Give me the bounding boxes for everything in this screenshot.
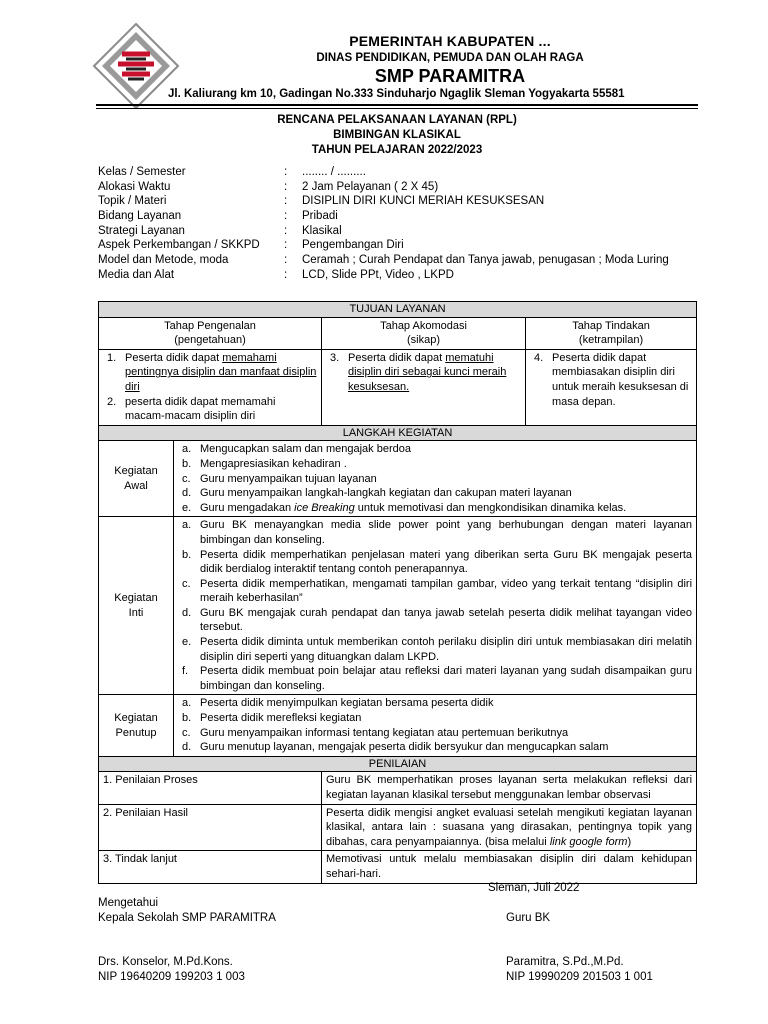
item-text: Peserta didik membuat poin belajar atau refleksi dari materi layanan yang sudah disampaikan guru bimbingan dan konseling. bbox=[200, 665, 693, 692]
item-text: Peserta didik dapat bbox=[348, 351, 446, 364]
info-row bbox=[98, 239, 718, 254]
list-item bbox=[178, 577, 692, 606]
item-text-underlined: memahami pentingnya disiplin dan manfaat disiplin diri bbox=[125, 351, 317, 393]
penilaian-text-italic: link google form bbox=[549, 835, 628, 848]
info-row bbox=[98, 225, 718, 240]
place-date: Sleman, Juli 2022 bbox=[488, 882, 580, 894]
counselor-name: Paramitra, S.Pd.,M.Pd. bbox=[506, 956, 624, 968]
info-colon: : bbox=[284, 268, 288, 281]
info-value: Ceramah ; Curah Pendapat dan Tanya jawab, penugasan ; Moda Luring bbox=[302, 254, 669, 267]
list-item bbox=[103, 395, 317, 424]
list-item bbox=[178, 486, 692, 501]
info-row bbox=[98, 254, 718, 269]
item-marker: d. bbox=[182, 741, 192, 754]
penilaian-label: 2. Penilaian Hasil bbox=[99, 804, 322, 851]
list-item bbox=[178, 442, 692, 457]
col-header-text: Tahap Akomodasi bbox=[380, 319, 467, 332]
row-label-line: Penutup bbox=[115, 726, 157, 739]
item-marker: e. bbox=[182, 501, 192, 514]
item-text: Guru BK mengajak curah pendapat dan tanya jawab setelah peserta didik melihat tayangan video tersebut. bbox=[200, 606, 693, 634]
info-value: DISIPLIN DIRI KUNCI MERIAH KESUKSESAN bbox=[302, 195, 545, 208]
info-value: ........ / ......... bbox=[302, 166, 366, 178]
kegiatan-inti-row bbox=[99, 517, 697, 695]
list-item bbox=[103, 351, 317, 395]
list-item bbox=[178, 472, 692, 487]
rpl-main-table bbox=[98, 301, 697, 884]
info-value: Pengembangan Diri bbox=[302, 239, 404, 252]
list-item bbox=[178, 548, 692, 577]
list-item bbox=[178, 726, 692, 741]
penilaian-text: Guru BK memperhatikan proses layanan serta melakukan refleksi dari kegiatan layanan klasikal tersebut menggunakan lembar observasi bbox=[322, 772, 697, 804]
info-key: Strategi Layanan bbox=[98, 224, 185, 237]
info-row bbox=[98, 210, 718, 225]
item-text: Guru mengadakan bbox=[200, 501, 295, 514]
header-school-name: SMP PARAMITRA bbox=[374, 66, 526, 86]
item-marker: c. bbox=[182, 472, 191, 485]
item-marker: a. bbox=[182, 519, 192, 532]
row-label-line: Kegiatan bbox=[114, 712, 158, 725]
info-key: Media dan Alat bbox=[98, 268, 175, 281]
penilaian-heading: PENILAIAN bbox=[99, 756, 697, 772]
item-text: Peserta didik dapat bbox=[125, 351, 223, 364]
kegiatan-awal-label bbox=[99, 441, 174, 517]
doc-title: RENCANA PELAKSANAAN LAYANAN (RPL) bbox=[277, 114, 517, 126]
doc-year: TAHUN PELAJARAN 2022/2023 bbox=[311, 144, 483, 156]
item-number: 2. bbox=[107, 395, 117, 408]
header-divider-thick bbox=[96, 104, 698, 106]
col-header-text: Tahap Pengenalan bbox=[164, 319, 256, 332]
kegiatan-inti-label bbox=[99, 517, 174, 695]
info-list bbox=[98, 166, 718, 284]
info-key: Model dan Metode, moda bbox=[98, 254, 229, 267]
penilaian-row bbox=[99, 851, 697, 883]
doc-subtitle: BIMBINGAN KLASIKAL bbox=[333, 129, 461, 141]
list-item bbox=[178, 696, 692, 711]
info-value: Pribadi bbox=[302, 210, 338, 223]
list-item bbox=[178, 457, 692, 472]
info-value: LCD, Slide PPt, Video , LKPD bbox=[302, 268, 454, 281]
row-label-line: Awal bbox=[124, 479, 148, 492]
item-marker: b. bbox=[182, 712, 192, 725]
item-marker: d. bbox=[182, 487, 192, 500]
item-text: peserta didik dapat memamahi macam-macam disiplin diri bbox=[125, 395, 276, 423]
info-colon: : bbox=[284, 254, 288, 267]
item-marker: c. bbox=[182, 726, 191, 739]
header-divider-thin bbox=[96, 108, 698, 109]
item-text-underlined: mematuhi disiplin diri sebagai kunci meraih kesuksesan. bbox=[348, 351, 507, 393]
info-row bbox=[98, 166, 718, 181]
item-marker: b. bbox=[182, 457, 192, 470]
penilaian-text-part: ) bbox=[627, 835, 632, 848]
list-item bbox=[178, 606, 692, 635]
penilaian-row bbox=[99, 772, 697, 804]
kegiatan-penutup-label bbox=[99, 695, 174, 756]
penilaian-label: 1. Penilaian Proses bbox=[99, 772, 322, 804]
item-text: Peserta didik dapat membiasakan disiplin diri untuk meraih kesuksesan di masa depan. bbox=[552, 351, 689, 408]
item-number: 4. bbox=[534, 351, 544, 364]
item-text: Peserta didik menyimpulkan kegiatan bersama peserta didik bbox=[200, 697, 494, 710]
col-header-sub: (pengetahuan) bbox=[174, 334, 246, 347]
mengetahui-label: Mengetahui bbox=[98, 897, 159, 909]
row-label-line: Kegiatan bbox=[114, 465, 158, 478]
item-text: Peserta didik memperhatikan, mengamati tampilan gambar, video yang terkait tentang “disiplin diri meraih keberhasilan” bbox=[200, 577, 693, 605]
item-text: Peserta didik memperhatikan penjelasan materi yang diberikan serta Guru BK mengajak peserta didik berdialog interaktif tentang contoh penerapannya. bbox=[200, 548, 693, 576]
penilaian-row bbox=[99, 804, 697, 851]
item-text: Guru menyampaikan langkah-langkah kegiatan dan cakupan materi layanan bbox=[200, 487, 572, 500]
info-key: Alokasi Waktu bbox=[98, 180, 171, 193]
item-text: Guru menutup layanan, mengajak peserta didik bersyukur dan mengucapkan salam bbox=[200, 741, 609, 754]
info-colon: : bbox=[284, 180, 288, 193]
principal-nip: NIP 19640209 199203 1 003 bbox=[98, 971, 245, 983]
counselor-nip: NIP 19990209 201503 1 001 bbox=[506, 971, 653, 983]
header-government: PEMERINTAH KABUPATEN ... bbox=[349, 33, 551, 49]
item-marker: e. bbox=[182, 636, 192, 649]
item-marker: a. bbox=[182, 697, 192, 710]
kegiatan-inti-list bbox=[174, 517, 697, 695]
info-value: 2 Jam Pelayanan ( 2 X 45) bbox=[302, 180, 439, 193]
col-pengenalan-header bbox=[99, 317, 322, 349]
info-key: Aspek Perkembangan / SKKPD bbox=[98, 239, 260, 252]
principal-title: Kepala Sekolah SMP PARAMITRA bbox=[98, 912, 276, 924]
info-colon: : bbox=[284, 166, 288, 178]
penilaian-text: Memotivasi untuk melalu membiasakan disiplin diri dalam kehidupan sehari-hari. bbox=[322, 851, 697, 883]
list-item bbox=[326, 351, 521, 395]
list-item bbox=[178, 664, 692, 693]
list-item bbox=[178, 501, 692, 516]
col-header-sub: (ketrampilan) bbox=[578, 334, 644, 347]
item-number: 1. bbox=[107, 351, 117, 364]
item-text: Guru menyampaikan tujuan layanan bbox=[200, 472, 377, 485]
tujuan-akomodasi-cell bbox=[322, 349, 526, 425]
header-department: DINAS PENDIDIKAN, PEMUDA DAN OLAH RAGA bbox=[316, 52, 584, 64]
tujuan-heading: TUJUAN LAYANAN bbox=[99, 302, 697, 318]
info-key: Topik / Materi bbox=[98, 195, 167, 208]
tujuan-header-row bbox=[99, 317, 697, 349]
list-item bbox=[178, 711, 692, 726]
kegiatan-penutup-list bbox=[174, 695, 697, 756]
principal-name: Drs. Konselor, M.Pd.Kons. bbox=[98, 956, 233, 968]
langkah-heading: LANGKAH KEGIATAN bbox=[99, 425, 697, 441]
kegiatan-penutup-row bbox=[99, 695, 697, 756]
list-item bbox=[178, 635, 692, 664]
info-colon: : bbox=[284, 239, 288, 252]
row-label-line: Inti bbox=[128, 606, 144, 619]
item-number: 3. bbox=[330, 351, 340, 364]
row-label-line: Kegiatan bbox=[114, 592, 158, 605]
item-text: Peserta didik diminta untuk memberikan contoh perilaku disiplin diri untuk membiasakan diri melatih disiplin diri seperti yang dituangkan dalam LKPD. bbox=[200, 636, 693, 663]
col-tindakan-header bbox=[526, 317, 697, 349]
item-marker: f. bbox=[182, 665, 189, 678]
kegiatan-awal-row bbox=[99, 441, 697, 517]
info-row bbox=[98, 269, 718, 284]
list-item bbox=[178, 740, 692, 755]
item-marker: c. bbox=[182, 577, 191, 590]
item-text-italic: ice Breaking bbox=[294, 501, 355, 514]
col-header-sub: (sikap) bbox=[406, 334, 440, 347]
tujuan-tindakan-cell bbox=[526, 349, 697, 425]
info-row bbox=[98, 195, 718, 210]
item-text: untuk memotivasi dan mengkondisikan dinamika kelas. bbox=[354, 501, 627, 514]
header-address: Jl. Kaliurang km 10, Gadingan No.333 Sinduharjo Ngaglik Sleman Yogyakarta 55581 bbox=[168, 88, 625, 100]
info-colon: : bbox=[284, 210, 288, 223]
list-item bbox=[530, 351, 692, 409]
school-emblem-icon bbox=[92, 22, 180, 110]
tujuan-pengenalan-cell bbox=[99, 349, 322, 425]
counselor-title: Guru BK bbox=[506, 912, 551, 924]
item-marker: b. bbox=[182, 548, 192, 561]
tujuan-content-row bbox=[99, 349, 697, 425]
item-text: Guru BK menayangkan media slide power point yang berhubungan dengan materi layanan bimbingan dan konseling. bbox=[200, 519, 693, 546]
kegiatan-awal-list bbox=[174, 441, 697, 517]
item-text: Mengucapkan salam dan mengajak berdoa bbox=[200, 443, 411, 456]
info-key: Kelas / Semester bbox=[98, 166, 186, 178]
list-item bbox=[178, 518, 692, 547]
penilaian-text-part: Peserta didik mengisi angket evaluasi setelah mengikuti kegiatan layanan klasikal, antara lain : suasana yang dirasakan, pentingnya topik yang dibahas, cara penyampaiannya. (bisa melalui bbox=[326, 806, 693, 848]
info-colon: : bbox=[284, 195, 288, 208]
item-text: Mengapresiasikan kehadiran . bbox=[200, 457, 347, 470]
info-key: Bidang Layanan bbox=[98, 210, 182, 223]
item-text: Guru menyampaikan informasi tentang kegiatan atau pertemuan berikutnya bbox=[200, 726, 569, 739]
info-row bbox=[98, 181, 718, 196]
info-value: Klasikal bbox=[302, 224, 342, 237]
item-marker: d. bbox=[182, 606, 192, 619]
col-akomodasi-header bbox=[322, 317, 526, 349]
col-header-text: Tahap Tindakan bbox=[572, 319, 650, 332]
item-marker: a. bbox=[182, 443, 192, 456]
penilaian-text bbox=[322, 804, 697, 851]
penilaian-label: 3. Tindak lanjut bbox=[99, 851, 322, 883]
item-text: Peserta didik merefleksi kegiatan bbox=[200, 712, 362, 725]
info-colon: : bbox=[284, 224, 288, 237]
